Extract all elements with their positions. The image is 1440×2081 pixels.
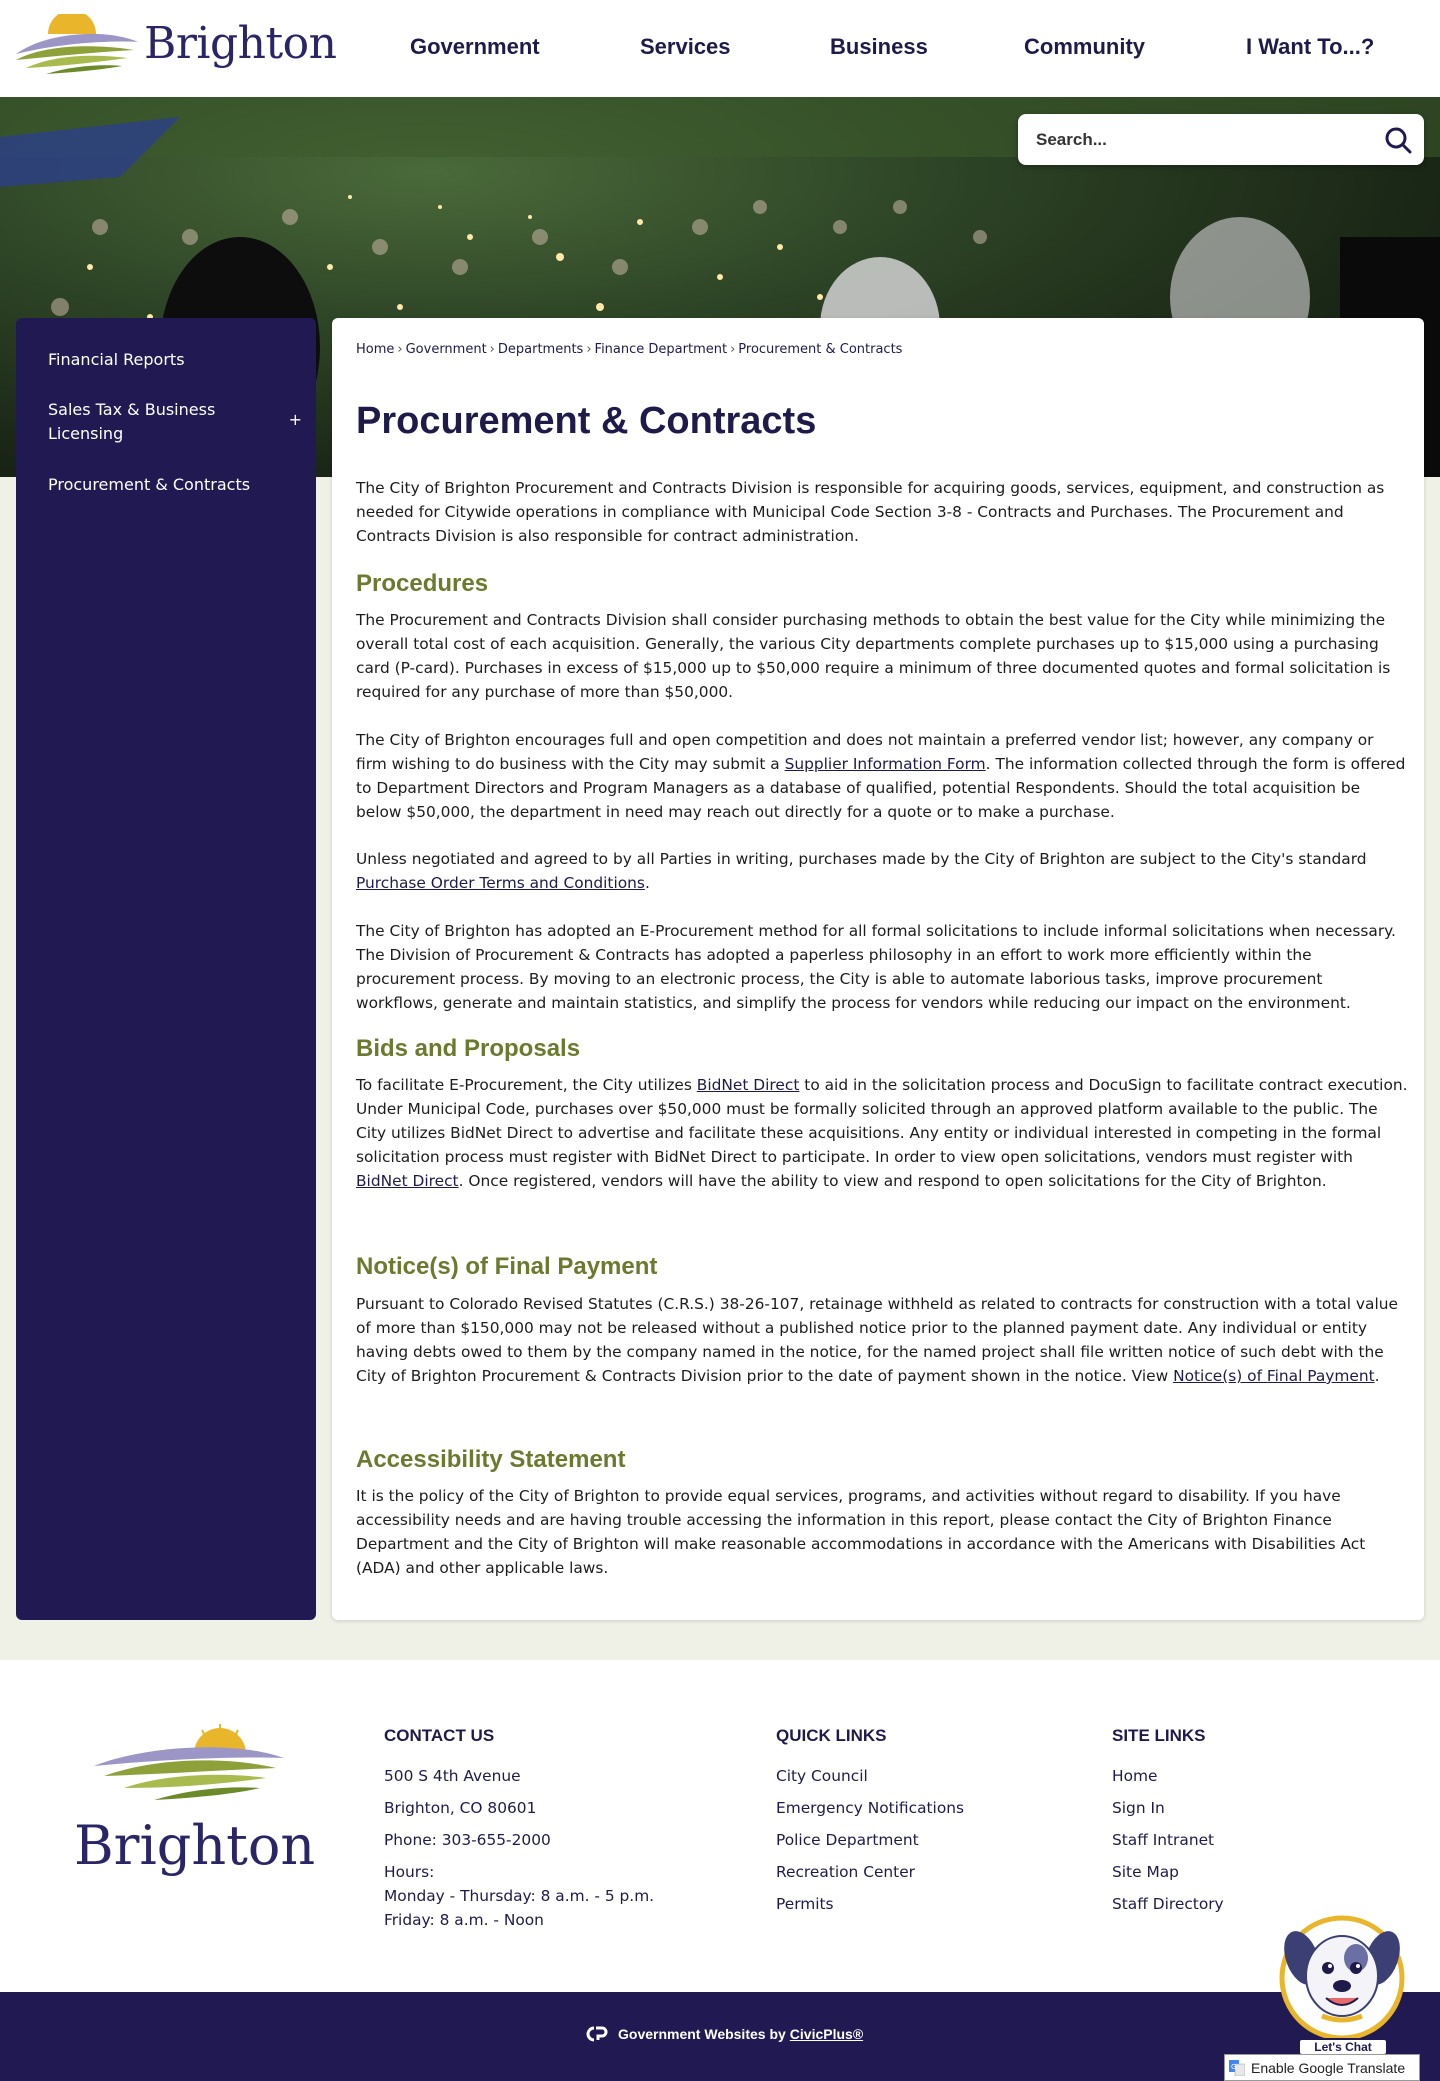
- expand-icon[interactable]: +: [288, 410, 302, 429]
- site-header: [0, 0, 1440, 97]
- hours-weekday: Monday - Thursday: 8 a.m. - 5 p.m.: [384, 1887, 655, 1905]
- address-line-2: Brighton, CO 80601: [384, 1799, 537, 1817]
- main-content: [332, 318, 1424, 1620]
- site-link-staff-intranet[interactable]: Staff Intranet: [1112, 1831, 1215, 1849]
- procedures-paragraph-2: [356, 728, 1408, 824]
- quick-link-recreation[interactable]: Recreation Center: [776, 1863, 915, 1881]
- search-box: [1018, 114, 1424, 165]
- site-link-site-map[interactable]: Site Map: [1112, 1863, 1179, 1881]
- google-translate-button[interactable]: [1224, 2054, 1420, 2081]
- text-span: .: [1374, 1367, 1380, 1385]
- nav-i-want-to[interactable]: I Want To...?: [1246, 34, 1375, 59]
- notices-paragraph: [356, 1292, 1408, 1388]
- text-span: Unless negotiated and agreed to by all Parties in writing, purchases made by the City of Brighton are subject to the City's standard: [356, 850, 1367, 868]
- site-link-sign-in[interactable]: Sign In: [1112, 1799, 1165, 1817]
- breadcrumb-separator: ›: [730, 342, 736, 357]
- breadcrumb-separator: ›: [397, 342, 403, 357]
- text-span: Pursuant to Colorado Revised Statutes (C.R.S.) 38-26-107, retainage withheld as related to contracts for construction with a total value of more than $150,000 may not be released without a published notice prior to the planned payment date. Any individual or entity having debts owed to them by the company named in the notice, for the named project shall file written notice of such debt with the City of Brighton Procurement & Contracts Division prior to the date of payment shown in the notice. View: [356, 1295, 1398, 1385]
- sidebar-nav: [16, 318, 316, 1620]
- procedures-heading: Procedures: [356, 570, 489, 597]
- brighton-logo[interactable]: [16, 14, 337, 82]
- procedures-paragraph-1: The Procurement and Contracts Division shall consider purchasing methods to obtain the best value for the City while minimizing the overall total cost of each acquisition. Generally, the various City departments complete purchases up to $15,000 using a purchasing card (P-card). Purchases in excess of $15,000 up to $50,000 require a minimum of three documented quotes and formal solicitation is required for any purchase of more than $50,000.: [356, 611, 1391, 701]
- site-link-home[interactable]: Home: [1112, 1767, 1158, 1785]
- bidnet-link[interactable]: BidNet Direct: [696, 1076, 800, 1094]
- site-footer: [0, 1660, 1440, 1992]
- breadcrumb-home[interactable]: Home: [356, 342, 395, 357]
- bids-heading: Bids and Proposals: [356, 1035, 581, 1062]
- breadcrumb-separator: ›: [489, 342, 495, 357]
- breadcrumb-separator: ›: [586, 342, 592, 357]
- google-translate-icon: [1229, 2060, 1245, 2076]
- sidebar-item-financial-reports[interactable]: Financial Reports: [48, 350, 185, 369]
- nav-business[interactable]: Business: [830, 34, 928, 59]
- dog-mascot-icon: [1276, 1912, 1408, 2040]
- logo-mark-icon: [94, 1724, 294, 1824]
- bids-paragraph: [356, 1073, 1408, 1193]
- nav-community[interactable]: Community: [1024, 34, 1145, 59]
- logo-wordmark: Brighton: [144, 18, 337, 69]
- translate-label: Enable Google Translate: [1251, 2059, 1406, 2076]
- text-span: . The information collected through the form is offered to Department Directors and Program Managers as a database of qualified, potential Respondents. Should the total acquisition be below $50,000, the department in need may reach out directly for a quote or to make a purchase.: [356, 755, 1406, 821]
- logo-mark-icon: [16, 14, 144, 82]
- sidebar-item-procurement[interactable]: Procurement & Contracts: [48, 475, 251, 494]
- chat-label[interactable]: Let's Chat: [1298, 2038, 1388, 2056]
- nav-services[interactable]: Services: [640, 34, 731, 59]
- sidebar-item-sales-tax[interactable]: Sales Tax & Business Licensing: [48, 400, 216, 443]
- civicplus-credit: [584, 2026, 863, 2042]
- breadcrumb-government[interactable]: Government: [405, 342, 487, 357]
- text-span: The City of Brighton encourages full and open competition and does not maintain a preferred vendor list; however, any company or firm wishing to do business with the City may submit a: [356, 731, 1374, 773]
- quick-link-emergency[interactable]: Emergency Notifications: [776, 1799, 965, 1817]
- nav-government[interactable]: Government: [410, 34, 540, 59]
- search-icon[interactable]: [1384, 126, 1412, 154]
- quick-link-city-council[interactable]: City Council: [776, 1767, 868, 1785]
- civicplus-icon: [584, 2026, 608, 2042]
- supplier-form-link[interactable]: Supplier Information Form: [784, 755, 986, 773]
- breadcrumb: [356, 342, 902, 357]
- page-title: Procurement & Contracts: [356, 400, 817, 442]
- breadcrumb-current[interactable]: Procurement & Contracts: [738, 342, 903, 357]
- bidnet-link-2[interactable]: BidNet Direct: [356, 1172, 459, 1190]
- accessibility-paragraph: It is the policy of the City of Brighton to provide equal services, programs, and activities without regard to disability. If you have accessibility needs and are having trouble accessing the information in this report, please contact the City of Brighton Finance Department and the City of Brighton will make reasonable accommodations in accordance with the Americans with Disabilities Act (ADA) and other applicable laws.: [356, 1487, 1366, 1577]
- chat-widget[interactable]: [1276, 1912, 1408, 2052]
- site-link-staff-directory[interactable]: Staff Directory: [1112, 1895, 1224, 1913]
- quick-link-police[interactable]: Police Department: [776, 1831, 919, 1849]
- civic-text: Government Websites by: [618, 2026, 786, 2042]
- text-span: . Once registered, vendors will have the ability to view and respond to open solicitations for the City of Brighton.: [458, 1172, 1327, 1190]
- hours-label: Hours:: [384, 1863, 435, 1881]
- procedures-paragraph-3: [356, 847, 1408, 895]
- hours-friday: Friday: 8 a.m. - Noon: [384, 1911, 544, 1929]
- breadcrumb-finance[interactable]: Finance Department: [594, 342, 728, 357]
- breadcrumb-departments[interactable]: Departments: [497, 342, 584, 357]
- phone: Phone: 303-655-2000: [384, 1831, 551, 1849]
- contact-heading: CONTACT US: [384, 1726, 495, 1745]
- quick-link-permits[interactable]: Permits: [776, 1895, 834, 1913]
- text-span: to aid in the solicitation process and DocuSign to facilitate contract execution. Under Municipal Code, purchases over $50,000 must be formally solicited through an approved platform available to the public. The City utilizes BidNet Direct to advertise and facilitate these acquisitions. Any entity or individual interested in competing in the formal solicitation process must register with BidNet Direct to participate. In order to view open solicitations, vendors must register with: [356, 1076, 1408, 1166]
- notices-heading: Notice(s) of Final Payment: [356, 1253, 658, 1280]
- address-line-1: 500 S 4th Avenue: [384, 1767, 521, 1785]
- site-links-column: [1112, 1726, 1224, 1924]
- text-span: .: [644, 874, 650, 892]
- footer-logo[interactable]: [72, 1724, 316, 1884]
- procedures-paragraph-4: The City of Brighton has adopted an E-Procurement method for all formal solicitations to include informal solicitations when necessary. The Division of Procurement & Contracts has adopted a paperless philosophy in an effort to work more efficiently within the procurement process. By moving to an electronic process, the City is able to automate laborious tasks, improve procurement workflows, generate and maintain statistics, and simplify the process for vendors while reducing our impact on the environment.: [356, 922, 1396, 1012]
- intro-paragraph: The City of Brighton Procurement and Contracts Division is responsible for acquiring goods, services, equipment, and construction as needed for Citywide operations in compliance with Municipal Code Section 3-8 - Contracts and Purchases. The Procurement and Contracts Division is also responsible for contract administration.: [356, 479, 1385, 545]
- site-links-heading: SITE LINKS: [1112, 1726, 1206, 1745]
- final-payment-link[interactable]: Notice(s) of Final Payment: [1173, 1367, 1375, 1385]
- search-input[interactable]: [1036, 114, 1376, 165]
- contact-column: [384, 1726, 654, 1932]
- svg-text:G: G: [1231, 2062, 1237, 2071]
- footer-wordmark: Brighton: [74, 1814, 316, 1877]
- quick-links-column: [776, 1726, 964, 1924]
- terms-conditions-link[interactable]: Purchase Order Terms and Conditions: [356, 874, 645, 892]
- accessibility-heading: Accessibility Statement: [356, 1446, 626, 1473]
- text-span: To facilitate E-Procurement, the City utilizes: [356, 1076, 697, 1094]
- civicplus-link[interactable]: CivicPlus®: [789, 2026, 864, 2042]
- quick-links-heading: QUICK LINKS: [776, 1726, 887, 1745]
